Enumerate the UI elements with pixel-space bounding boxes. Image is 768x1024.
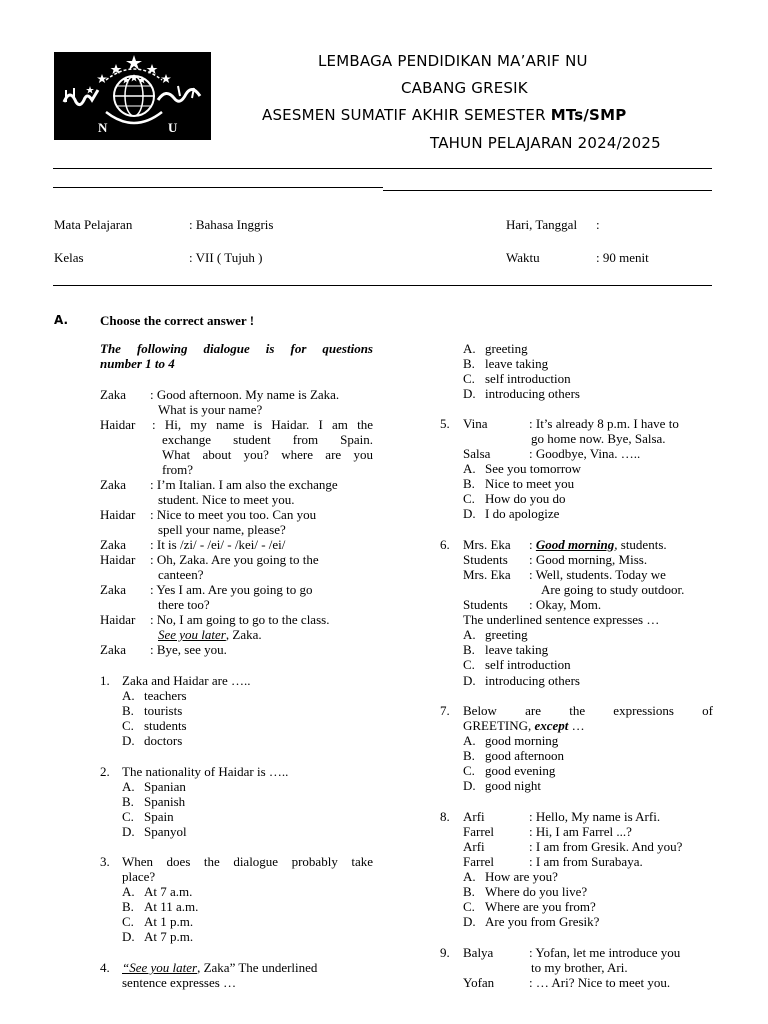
option-text: self introduction xyxy=(485,371,571,386)
question-text: When does the dialogue probably take xyxy=(122,854,373,869)
dialogue-speaker: Yofan xyxy=(463,975,495,990)
option-letter: D. xyxy=(122,929,135,944)
option-text: At 11 a.m. xyxy=(144,899,199,914)
dialogue-speaker: Mrs. Eka xyxy=(463,567,511,582)
dialogue-text: : Oh, Zaka. Are you going to the xyxy=(150,552,319,567)
dialogue-speaker: Students xyxy=(463,552,508,567)
option-letter: A. xyxy=(122,884,135,899)
dialogue-speaker: Balya xyxy=(463,945,494,960)
dialogue-text: : Good morning, students. xyxy=(529,537,667,552)
option-text: At 1 p.m. xyxy=(144,914,194,929)
option-text: How are you? xyxy=(485,869,558,884)
option-text: introducing others xyxy=(485,386,580,401)
dialogue-speaker: Farrel xyxy=(463,824,495,839)
question-text: place? xyxy=(122,869,156,884)
dialogue-text: : Bye, see you. xyxy=(150,642,227,657)
section-letter: A. xyxy=(54,313,69,327)
option-text: students xyxy=(144,718,187,733)
header-branch: CABANG GRESIK xyxy=(401,79,528,97)
option-letter: A. xyxy=(463,733,476,748)
option-letter: C. xyxy=(463,491,475,506)
dialogue-text: student. Nice to meet you. xyxy=(158,492,295,507)
dialogue-speaker: Zaka xyxy=(100,582,126,597)
option-letter: C. xyxy=(463,763,475,778)
question-text: GREETING, except … xyxy=(463,718,585,733)
dialogue-speaker: Mrs. Eka xyxy=(463,537,511,552)
question-number: 6. xyxy=(440,537,450,552)
option-letter: C. xyxy=(122,718,134,733)
option-text: Spanish xyxy=(144,794,186,809)
option-letter: D. xyxy=(122,733,135,748)
option-text: greeting xyxy=(485,627,528,642)
dialogue-text: : Yofan, let me introduce you xyxy=(529,945,681,960)
question-text: sentence expresses … xyxy=(122,975,237,990)
header-institution: LEMBAGA PENDIDIKAN MA’ARIF NU xyxy=(318,52,588,70)
option-letter: D. xyxy=(122,824,135,839)
dialogue-text: : Good afternoon. My name is Zaka. xyxy=(150,387,340,402)
dialogue-text: : Hi, my name is Haidar. I am the xyxy=(152,417,373,432)
dialogue-text: : It is /zi/ - /ei/ - /kei/ - /ei/ xyxy=(150,537,286,552)
option-text: tourists xyxy=(144,703,183,718)
option-letter: B. xyxy=(463,642,475,657)
dialogue-speaker: Haidar xyxy=(100,552,136,567)
option-text: teachers xyxy=(144,688,187,703)
dialogue-text: : Yes I am. Are you going to go xyxy=(150,582,313,597)
dialogue-text: : Okay, Mom. xyxy=(529,597,602,612)
header-exam: ASESMEN SUMATIF AKHIR SEMESTER MTs/SMP xyxy=(262,106,627,124)
option-text: Spanian xyxy=(144,779,186,794)
class-label: Kelas xyxy=(54,250,84,265)
option-text: good night xyxy=(485,778,541,793)
option-text: Spanyol xyxy=(144,824,187,839)
option-letter: A. xyxy=(122,688,135,703)
header-rule xyxy=(383,190,712,191)
dialogue-text: What is your name? xyxy=(158,402,263,417)
dialogue-text: : It’s already 8 p.m. I have to xyxy=(529,416,679,431)
header-rule xyxy=(53,187,383,188)
option-letter: B. xyxy=(122,899,134,914)
option-letter: C. xyxy=(122,914,134,929)
dialogue-text: exchange student from Spain. xyxy=(162,432,373,447)
option-text: good evening xyxy=(485,763,556,778)
option-text: good morning xyxy=(485,733,559,748)
option-letter: B. xyxy=(463,884,475,899)
subject-label: Mata Pelajaran xyxy=(54,217,133,232)
question-text: The nationality of Haidar is ….. xyxy=(122,764,289,779)
dialogue-speaker: Farrel xyxy=(463,854,495,869)
dialogue-text: go home now. Bye, Salsa. xyxy=(531,431,666,446)
option-text: leave taking xyxy=(485,642,549,657)
info-rule xyxy=(53,285,712,286)
time-label: Waktu xyxy=(506,250,540,265)
dialogue-text: : Nice to meet you too. Can you xyxy=(150,507,317,522)
dialogue-speaker: Arfi xyxy=(463,839,485,854)
option-letter: D. xyxy=(463,673,476,688)
option-text: self introduction xyxy=(485,657,571,672)
question-number: 8. xyxy=(440,809,450,824)
dialogue-text: to my brother, Ari. xyxy=(531,960,628,975)
question-number: 9. xyxy=(440,945,450,960)
date-value: : xyxy=(596,217,600,232)
time-value: : 90 menit xyxy=(596,250,649,265)
option-letter: C. xyxy=(463,899,475,914)
dialogue-intro-line2: number 1 to 4 xyxy=(100,356,175,371)
dialogue-text: : I’m Italian. I am also the exchange xyxy=(150,477,338,492)
dialogue-text: spell your name, please? xyxy=(158,522,286,537)
dialogue-text: Are going to study outdoor. xyxy=(541,582,685,597)
option-text: Where are you from? xyxy=(485,899,596,914)
option-letter: A. xyxy=(122,779,135,794)
dialogue-text: : … Ari? Nice to meet you. xyxy=(529,975,671,990)
dialogue-text: : I am from Gresik. And you? xyxy=(529,839,683,854)
dialogue-text: : Hi, I am Farrel ...? xyxy=(529,824,632,839)
option-letter: B. xyxy=(463,748,475,763)
option-letter: C. xyxy=(463,371,475,386)
dialogue-speaker: Zaka xyxy=(100,642,126,657)
dialogue-speaker: Haidar xyxy=(100,507,136,522)
dialogue-speaker: Salsa xyxy=(463,446,491,461)
option-letter: A. xyxy=(463,869,476,884)
date-label: Hari, Tanggal xyxy=(506,217,578,232)
section-instruction: Choose the correct answer ! xyxy=(100,313,255,328)
option-letter: B. xyxy=(122,703,134,718)
nu-logo xyxy=(54,52,211,140)
question-number: 4. xyxy=(100,960,110,975)
option-text: At 7 p.m. xyxy=(144,929,194,944)
subject-value: : Bahasa Inggris xyxy=(189,217,274,232)
dialogue-speaker: Vina xyxy=(463,416,488,431)
question-number: 2. xyxy=(100,764,110,779)
option-letter: D. xyxy=(463,778,476,793)
dialogue-speaker: Zaka xyxy=(100,537,126,552)
question-text: “See you later, Zaka” The underlined xyxy=(122,960,318,975)
dialogue-speaker: Zaka xyxy=(100,477,126,492)
option-text: leave taking xyxy=(485,356,549,371)
option-text: At 7 a.m. xyxy=(144,884,193,899)
question-text: Zaka and Haidar are ….. xyxy=(122,673,251,688)
question-number: 5. xyxy=(440,416,450,431)
class-value: : VII ( Tujuh ) xyxy=(189,250,263,265)
dialogue-speaker: Zaka xyxy=(100,387,126,402)
header-year: TAHUN PELAJARAN 2024/2025 xyxy=(430,134,661,152)
header-rule xyxy=(53,168,712,169)
dialogue-speaker: Students xyxy=(463,597,508,612)
question-text: The underlined sentence expresses … xyxy=(463,612,660,627)
dialogue-text: : Good morning, Miss. xyxy=(529,552,648,567)
option-text: Nice to meet you xyxy=(485,476,575,491)
option-letter: D. xyxy=(463,506,476,521)
option-text: greeting xyxy=(485,341,528,356)
dialogue-speaker: Arfi xyxy=(463,809,485,824)
option-letter: B. xyxy=(463,356,475,371)
dialogue-text: : I am from Surabaya. xyxy=(529,854,643,869)
question-number: 1. xyxy=(100,673,110,688)
option-text: doctors xyxy=(144,733,183,748)
option-letter: A. xyxy=(463,341,476,356)
dialogue-speaker: Haidar xyxy=(100,612,136,627)
option-text: Where do you live? xyxy=(485,884,588,899)
option-text: good afternoon xyxy=(485,748,565,763)
option-letter: D. xyxy=(463,914,476,929)
option-text: I do apologize xyxy=(485,506,560,521)
option-letter: D. xyxy=(463,386,476,401)
option-text: Spain xyxy=(144,809,174,824)
option-letter: B. xyxy=(463,476,475,491)
dialogue-text: : Hello, My name is Arfi. xyxy=(529,809,661,824)
dialogue-intro-line1: The following dialogue is for questions xyxy=(100,341,373,356)
dialogue-speaker: Haidar xyxy=(100,417,136,432)
dialogue-text: : Goodbye, Vina. ….. xyxy=(529,446,641,461)
option-text: See you tomorrow xyxy=(485,461,582,476)
option-text: How do you do xyxy=(485,491,566,506)
dialogue-text: See you later, Zaka. xyxy=(158,627,262,642)
dialogue-text: : Well, students. Today we xyxy=(529,567,666,582)
option-letter: B. xyxy=(122,794,134,809)
dialogue-text: there too? xyxy=(158,597,210,612)
dialogue-text: from? xyxy=(162,462,194,477)
dialogue-text: What about you? where are you xyxy=(162,447,373,462)
question-number: 3. xyxy=(100,854,110,869)
option-letter: A. xyxy=(463,461,476,476)
option-text: introducing others xyxy=(485,673,580,688)
dialogue-text: : No, I am going to go to the class. xyxy=(150,612,330,627)
option-letter: C. xyxy=(463,657,475,672)
question-text: Below are the expressions of xyxy=(463,703,713,718)
logo-letter-u: U xyxy=(168,120,178,135)
option-letter: A. xyxy=(463,627,476,642)
option-letter: C. xyxy=(122,809,134,824)
dialogue-text: canteen? xyxy=(158,567,204,582)
option-text: Are you from Gresik? xyxy=(485,914,600,929)
question-number: 7. xyxy=(440,703,450,718)
logo-letter-n: N xyxy=(98,120,108,135)
